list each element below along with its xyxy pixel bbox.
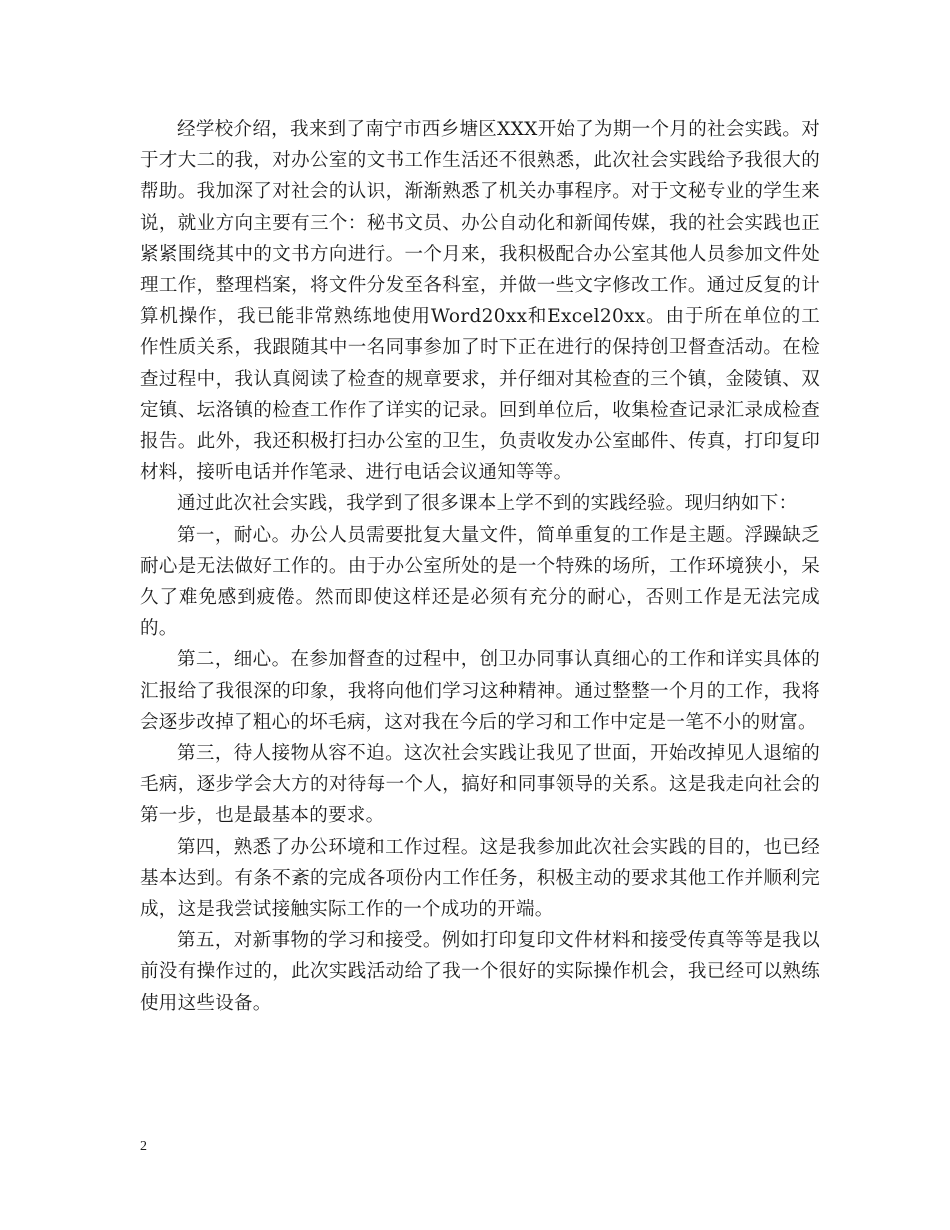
- paragraph-point-5: 第五，对新事物的学习和接受。例如打印复印文件材料和接受传真等等是我以前没有操作过的，此次实践活动给了我一个很好的实际操作机会，我已经可以熟练使用这些设备。: [140, 930, 820, 1014]
- paragraph-point-4: 第四，熟悉了办公环境和工作过程。这是我参加此次社会实践的目的，也已经基本达到。有条不紊的完成各项份内工作任务，积极主动的要求其他工作并顺利完成，这是我尝试接触实际工作的一个成功的开端。: [140, 836, 820, 921]
- paragraph-point-3: 第三，待人接物从容不迫。这次社会实践让我见了世面，开始改掉见人退缩的毛病，逐步学会大方的对待每一个人，搞好和同事领导的关系。这是我走向社会的第一步，也是最基本的要求。: [140, 743, 820, 827]
- document-body: [140, 114, 820, 1019]
- paragraph-point-1: 第一，耐心。办公人员需要批复大量文件，简单重复的工作是主题。浮躁缺乏耐心是无法做好工作的。由于办公室所处的是一个特殊的场所，工作环境狭小，呆久了难免感到疲倦。然而即使这样还是必须有充分的耐心，否则工作是无法完成的。: [140, 524, 820, 640]
- paragraph-point-2: 第二，细心。在参加督查的过程中，创卫办同事认真细心的工作和详实具体的汇报给了我很深的印象，我将向他们学习这种精神。通过整整一个月的工作，我将会逐步改掉了粗心的坏毛病，这对我在今后的学习和工作中定是一笔不小的财富。: [140, 649, 820, 733]
- paragraph-intro: 经学校介绍，我来到了南宁市西乡塘区XXX开始了为期一个月的社会实践。对于才大二的我，对办公室的文书工作生活还不很熟悉，此次社会实践给予我很大的帮助。我加深了对社会的认识，渐渐熟悉了机关办事程序。对于文秘专业的学生来说，就业方向主要有三个：秘书文员、办公自动化和新闻传媒，我的社会实践也正紧紧围绕其中的文书方向进行。一个月来，我积极配合办公室其他人员参加文件处理工作，整理档案，将文件分发至各科室，并做一些文字修改工作。通过反复的计算机操作，我已能非常熟练地使用Word20xx和Excel20xx。由于所在单位的工作性质关系，我跟随其中一名同事参加了时下正在进行的保持创卫督查活动。在检查过程中，我认真阅读了检查的规章要求，并仔细对其检查的三个镇，金陵镇、双定镇、坛洛镇的检查工作作了详实的记录。回到单位后，收集检查记录汇录成检查报告。此外，我还积极打扫办公室的卫生，负责收发办公室邮件、传真，打印复印材料，接听电话并作笔录、进行电话会议通知等等。: [140, 119, 820, 484]
- page-number: 2: [140, 1139, 147, 1154]
- paragraph-summary: 通过此次社会实践，我学到了很多课本上学不到的实践经验。现归纳如下：: [177, 493, 798, 515]
